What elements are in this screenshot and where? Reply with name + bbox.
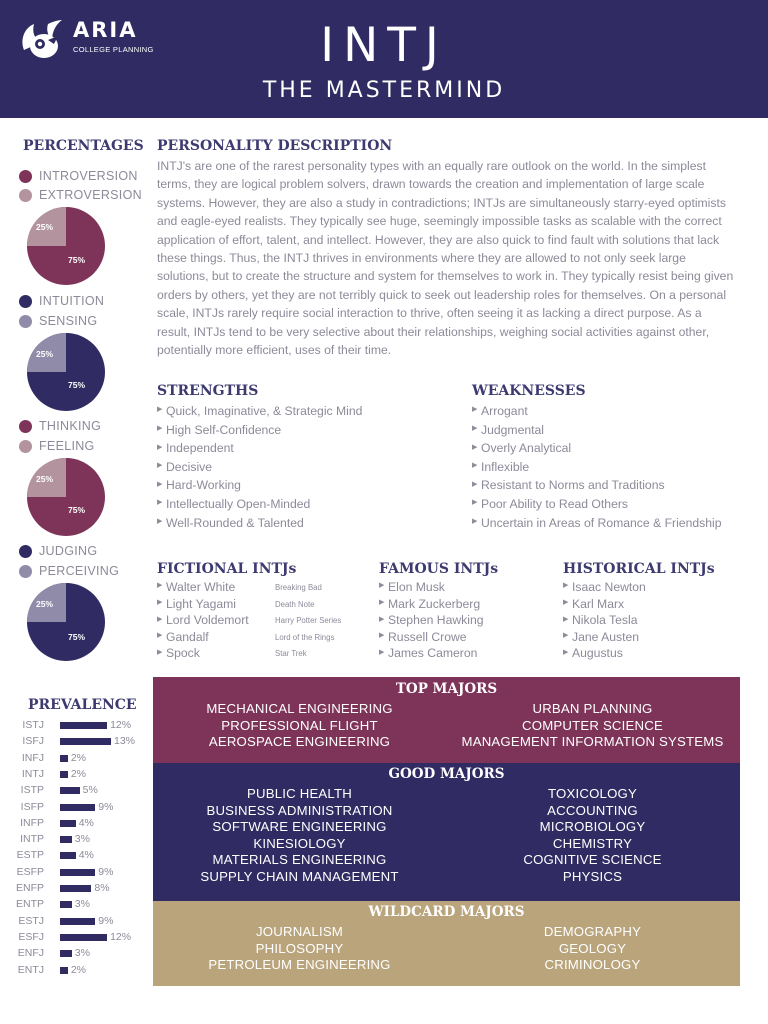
- prevalence-row: [0, 848, 150, 864]
- list-item-text: Independent: [166, 441, 234, 456]
- bullet-arrow-icon: ▶: [563, 648, 569, 656]
- major-item: PROFESSIONAL FLIGHT: [221, 717, 378, 733]
- pie-chart: [26, 206, 106, 286]
- prevalence-type-label: INTJ: [21, 767, 44, 780]
- legend-extroversion: EXTROVERSION: [19, 187, 142, 203]
- prevalence-row: [0, 816, 150, 832]
- prevalence-row: [0, 963, 150, 979]
- bullet-arrow-icon: ▶: [563, 599, 569, 607]
- prevalence-row: [0, 865, 150, 881]
- prevalence-bar: [60, 885, 91, 892]
- prevalence-value-label: 4%: [78, 849, 94, 862]
- prevalence-type-label: ISTJ: [22, 719, 44, 731]
- navy-dot-icon: [19, 295, 32, 308]
- pie-label-minor: 25%: [36, 474, 54, 484]
- pie-chart: [26, 582, 106, 662]
- top-majors-heading: TOP MAJORS: [395, 681, 498, 697]
- logo-title: ARIA: [73, 18, 138, 42]
- major-item: PETROLEUM ENGINEERING: [208, 957, 391, 972]
- list-item-text: Arrogant: [481, 404, 528, 418]
- header-banner: [0, 0, 768, 118]
- prevalence-bar: [60, 836, 72, 843]
- prevalence-type-label: ENTP: [15, 898, 44, 911]
- list-item: [157, 476, 362, 495]
- prevalence-type-label: ESFJ: [18, 930, 44, 943]
- prevalence-value-label: 8%: [94, 882, 110, 894]
- list-item: [157, 629, 249, 646]
- bullet-arrow-icon: ▶: [157, 462, 163, 470]
- bullet-arrow-icon: ▶: [472, 480, 478, 488]
- pie-label-minor: 25%: [36, 349, 54, 359]
- list-item-text: Inflexible: [481, 459, 530, 474]
- wildcard-majors-left: [153, 924, 446, 974]
- list-item-text: Russell Crowe: [388, 629, 467, 644]
- good-majors-panel: [153, 763, 740, 901]
- list-item: [563, 645, 646, 662]
- prevalence-value-label: 13%: [114, 735, 136, 748]
- pie-label-minor: 25%: [36, 222, 54, 232]
- prevalence-bar: [60, 722, 107, 729]
- major-item: DEMOGRAPHY: [543, 924, 642, 939]
- good-majors-heading: GOOD MAJORS: [388, 766, 505, 782]
- bullet-arrow-icon: ▶: [379, 632, 385, 640]
- list-item: [472, 439, 721, 458]
- list-item: [563, 629, 646, 646]
- list-item: [379, 645, 484, 662]
- famous-heading: FAMOUS INTJs: [379, 561, 499, 577]
- pie-label-major: 75%: [68, 632, 86, 642]
- prevalence-bar: [60, 820, 76, 827]
- strengths-heading: STRENGTHS: [157, 383, 259, 399]
- wildcard-majors-heading: WILDCARD MAJORS: [368, 904, 525, 920]
- list-item-text: Quick, Imaginative, & Strategic Mind: [166, 404, 363, 418]
- prevalence-bar: [60, 967, 68, 974]
- major-item: CRIMINOLOGY: [544, 957, 641, 972]
- historical-list: [563, 579, 646, 662]
- prevalence-type-label: ISFJ: [22, 735, 44, 748]
- major-item: MICROBIOLOGY: [539, 819, 646, 834]
- bullet-arrow-icon: ▶: [379, 615, 385, 623]
- legend-introversion: INTROVERSION: [19, 168, 138, 184]
- list-item-text: Lord Voldemort: [166, 613, 249, 628]
- bullet-arrow-icon: ▶: [563, 632, 569, 640]
- historical-heading: HISTORICAL INTJs: [563, 561, 715, 577]
- top-majors-right: [446, 701, 739, 751]
- light-navy-dot-icon: [19, 315, 32, 328]
- prevalence-row: [0, 897, 150, 913]
- prevalence-row: [0, 800, 150, 816]
- list-item: [157, 495, 362, 514]
- prevalence-type-label: ESTP: [16, 849, 44, 862]
- list-item-text: Hard-Working: [166, 478, 241, 493]
- major-item: MATERIALS ENGINEERING: [212, 852, 387, 867]
- bullet-arrow-icon: ▶: [379, 582, 385, 590]
- list-item: [472, 476, 721, 495]
- prevalence-bar: [60, 901, 72, 908]
- prevalence-row: [0, 751, 150, 767]
- list-item: [157, 596, 249, 613]
- major-item: COMPUTER SCIENCE: [522, 717, 663, 733]
- prevalence-row: [0, 881, 150, 897]
- list-item-text: Karl Marx: [572, 596, 625, 611]
- pie-label-minor: 25%: [36, 599, 54, 609]
- weaknesses-heading: WEAKNESSES: [472, 383, 586, 399]
- prevalence-bar: [60, 950, 72, 957]
- bullet-arrow-icon: ▶: [472, 462, 478, 470]
- major-item: SUPPLY CHAIN MANAGEMENT: [200, 868, 399, 884]
- fictional-source: Harry Potter Series: [275, 616, 342, 626]
- fictional-source: Star Trek: [275, 649, 307, 659]
- legend-sensing: SENSING: [19, 313, 97, 329]
- prevalence-row: [0, 946, 150, 962]
- prevalence-type-label: ESFP: [16, 865, 44, 878]
- legend-feeling: FEELING: [19, 438, 95, 454]
- list-item-text: Jane Austen: [572, 629, 640, 644]
- major-item: MANAGEMENT INFORMATION SYSTEMS: [461, 734, 724, 749]
- major-item: PHILOSOPHY: [255, 940, 344, 956]
- list-item: [563, 612, 646, 629]
- prevalence-row: [0, 767, 150, 783]
- prevalence-bar: [60, 869, 95, 876]
- major-item: PHYSICS: [562, 868, 623, 884]
- major-item: COGNITIVE SCIENCE: [523, 852, 662, 867]
- light-plum-dot-icon: [19, 189, 32, 202]
- list-item-text: Nikola Tesla: [572, 613, 638, 628]
- prevalence-value-label: 9%: [98, 800, 114, 813]
- prevalence-bar: [60, 852, 76, 859]
- list-item-text: Light Yagami: [166, 596, 237, 611]
- prevalence-chart: [0, 718, 150, 988]
- major-item: JOURNALISM: [256, 924, 343, 939]
- prevalence-value-label: 4%: [78, 816, 94, 829]
- list-item-text: Walter White: [166, 580, 236, 594]
- prevalence-value-label: 2%: [70, 767, 87, 780]
- bullet-arrow-icon: ▶: [472, 425, 478, 433]
- wildcard-majors-right: [446, 924, 739, 974]
- pie-label-major: 75%: [68, 505, 86, 515]
- bullet-arrow-icon: ▶: [157, 615, 163, 623]
- prevalence-bar: [60, 934, 107, 941]
- pie-label-major: 75%: [68, 255, 86, 265]
- prevalence-value-label: 9%: [98, 914, 114, 927]
- type-code: INTJ: [320, 18, 448, 73]
- strengths-list: [157, 402, 362, 532]
- list-item-text: Mark Zuckerberg: [388, 596, 481, 611]
- prevalence-type-label: ISTP: [20, 784, 44, 797]
- prevalence-value-label: 2%: [70, 751, 87, 764]
- bullet-arrow-icon: ▶: [472, 406, 478, 414]
- fictional-heading: FICTIONAL INTJs: [157, 561, 297, 577]
- bullet-arrow-icon: ▶: [157, 406, 163, 414]
- list-item: [472, 421, 721, 440]
- list-item: [472, 402, 721, 421]
- list-item-text: Stephen Hawking: [388, 613, 484, 628]
- pie-label-major: 75%: [68, 380, 86, 390]
- prevalence-bar: [60, 918, 95, 925]
- list-item-text: Gandalf: [166, 629, 209, 644]
- fictional-source: Death Note: [275, 599, 315, 609]
- list-item: [379, 596, 484, 613]
- prevalence-bar: [60, 771, 68, 778]
- major-item: SOFTWARE ENGINEERING: [212, 819, 387, 834]
- bullet-arrow-icon: ▶: [157, 582, 163, 590]
- list-item-text: Well-Rounded & Talented: [166, 515, 304, 530]
- weaknesses-list: [472, 402, 721, 532]
- list-item-text: Decisive: [166, 459, 213, 474]
- bullet-arrow-icon: ▶: [157, 480, 163, 488]
- list-item: [157, 612, 249, 629]
- list-item: [472, 514, 721, 533]
- light-navy-dot-icon: [19, 565, 32, 578]
- prevalence-type-label: ISFP: [20, 800, 44, 813]
- prevalence-heading: PREVALENCE: [28, 697, 137, 713]
- bullet-arrow-icon: ▶: [472, 518, 478, 526]
- prevalence-row: [0, 783, 150, 799]
- fictional-source: Breaking Bad: [275, 583, 322, 592]
- legend-perceiving: PERCEIVING: [19, 563, 119, 579]
- navy-dot-icon: [19, 545, 32, 558]
- fictional-list: [157, 579, 249, 662]
- major-item: CHEMISTRY: [552, 835, 633, 851]
- bullet-arrow-icon: ▶: [472, 499, 478, 507]
- fictional-source: Lord of the Rings: [275, 632, 335, 642]
- bullet-arrow-icon: ▶: [157, 425, 163, 433]
- prevalence-type-label: INFJ: [21, 751, 44, 764]
- list-item: [563, 596, 646, 613]
- bullet-arrow-icon: ▶: [157, 648, 163, 656]
- major-item: TOXICOLOGY: [548, 786, 637, 801]
- plum-dot-icon: [19, 420, 32, 433]
- major-item: GEOLOGY: [558, 940, 627, 956]
- list-item-text: Isaac Newton: [572, 580, 646, 594]
- prevalence-value-label: 9%: [98, 865, 114, 878]
- prevalence-value-label: 12%: [110, 930, 132, 943]
- type-name: THE MASTERMIND: [262, 78, 506, 103]
- list-item-text: Overly Analytical: [481, 441, 572, 456]
- prevalence-value-label: 2%: [70, 963, 87, 976]
- prevalence-value-label: 3%: [74, 947, 90, 960]
- major-item: URBAN PLANNING: [532, 701, 653, 716]
- prevalence-value-label: 12%: [110, 719, 132, 731]
- prevalence-bar: [60, 738, 111, 745]
- list-item: [379, 579, 484, 596]
- list-item: [157, 645, 249, 662]
- pie-chart: [26, 457, 106, 537]
- list-item-text: Spock: [166, 646, 200, 661]
- prevalence-row: [0, 718, 150, 734]
- major-item: KINESIOLOGY: [253, 835, 346, 851]
- prevalence-bar: [60, 787, 80, 794]
- list-item: [472, 458, 721, 477]
- prevalence-row: [0, 734, 150, 750]
- prevalence-row: [0, 914, 150, 930]
- prevalence-type-label: INTP: [20, 833, 44, 846]
- prevalence-value-label: 3%: [74, 898, 90, 911]
- major-item: MECHANICAL ENGINEERING: [206, 701, 393, 716]
- list-item: [157, 514, 362, 533]
- list-item-text: James Cameron: [388, 646, 478, 661]
- top-majors-panel: [153, 677, 740, 763]
- wildcard-majors-panel: [153, 901, 740, 986]
- percentages-heading: PERCENTAGES: [23, 138, 144, 154]
- bullet-arrow-icon: ▶: [157, 499, 163, 507]
- list-item: [379, 612, 484, 629]
- prevalence-bar: [60, 755, 68, 762]
- good-majors-left: [153, 786, 446, 885]
- list-item-text: Augustus: [572, 646, 623, 661]
- bullet-arrow-icon: ▶: [563, 582, 569, 590]
- prevalence-value-label: 5%: [82, 784, 98, 797]
- legend-judging: JUDGING: [19, 543, 97, 559]
- description-heading: PERSONALITY DESCRIPTION: [157, 138, 393, 154]
- prevalence-row: [0, 930, 150, 946]
- legend-thinking: THINKING: [19, 418, 101, 434]
- bullet-arrow-icon: ▶: [472, 443, 478, 451]
- logo-subtitle: COLLEGE PLANNING: [73, 45, 154, 54]
- list-item: [157, 421, 362, 440]
- list-item-text: Judgmental: [481, 422, 545, 437]
- list-item-text: Elon Musk: [388, 580, 445, 594]
- list-item: [157, 439, 362, 458]
- bullet-arrow-icon: ▶: [379, 648, 385, 656]
- prevalence-type-label: ENFP: [15, 882, 44, 894]
- list-item: [472, 495, 721, 514]
- major-item: PUBLIC HEALTH: [247, 786, 352, 801]
- plum-dot-icon: [19, 170, 32, 183]
- prevalence-type-label: INFP: [20, 816, 44, 829]
- major-item: ACCOUNTING: [547, 802, 638, 818]
- prevalence-type-label: ESTJ: [18, 914, 44, 927]
- prevalence-type-label: ENTJ: [17, 963, 44, 976]
- light-plum-dot-icon: [19, 440, 32, 453]
- prevalence-bar: [60, 804, 95, 811]
- major-item: BUSINESS ADMINISTRATION: [206, 802, 393, 818]
- list-item: [563, 579, 646, 596]
- prevalence-value-label: 3%: [74, 833, 90, 846]
- legend-intuition: INTUITION: [19, 293, 104, 309]
- pie-chart: [26, 332, 106, 412]
- bullet-arrow-icon: ▶: [157, 632, 163, 640]
- top-majors-left: [153, 701, 446, 751]
- list-item-text: Uncertain in Areas of Romance & Friendship: [481, 515, 722, 530]
- good-majors-right: [446, 786, 739, 885]
- bullet-arrow-icon: ▶: [379, 599, 385, 607]
- prevalence-row: [0, 832, 150, 848]
- list-item-text: Poor Ability to Read Others: [481, 496, 628, 511]
- description-text: INTJ's are one of the rarest personality types with an equally rare outlook on the world. In the simplest terms, they are logical problem solvers, drawn towards the creation and implementation of large scale systems. However, they are also a study in contradictions; INTJs are simultaneously starry-eyed optimists and eagle-eyed realists. They typically see huge, seemingly impossible tasks as scalable with the correct application of effort, talent, and intellect. However, they are also quick to find fault with solutions that lack these things. Thus, the INTJ thrives in environments where they are allowed to not only seek large solutions, but to create the structure and system for themselves to work in. They typically resist being given orders by others, yet they are not terribly quick to seek out leadership roles for themselves. On a personal scale, INTJs rarely require social interaction to thrive, often seeing it as lacking a direct purpose. As a result, INTJs tend to be very selective about their relationships, weighing social activities against other, potentially more efficient, uses of their time.: [157, 159, 734, 358]
- list-item: [157, 458, 362, 477]
- bullet-arrow-icon: ▶: [157, 518, 163, 526]
- list-item-text: High Self-Confidence: [166, 422, 282, 437]
- list-item: [157, 402, 362, 421]
- major-item: AEROSPACE ENGINEERING: [208, 734, 391, 749]
- bullet-arrow-icon: ▶: [157, 443, 163, 451]
- list-item: [157, 579, 249, 596]
- famous-list: [379, 579, 484, 662]
- list-item-text: Intellectually Open-Minded: [166, 496, 311, 511]
- prevalence-type-label: ENFJ: [17, 947, 44, 960]
- list-item: [379, 629, 484, 646]
- bullet-arrow-icon: ▶: [157, 599, 163, 607]
- list-item-text: Resistant to Norms and Traditions: [481, 478, 665, 493]
- bullet-arrow-icon: ▶: [563, 615, 569, 623]
